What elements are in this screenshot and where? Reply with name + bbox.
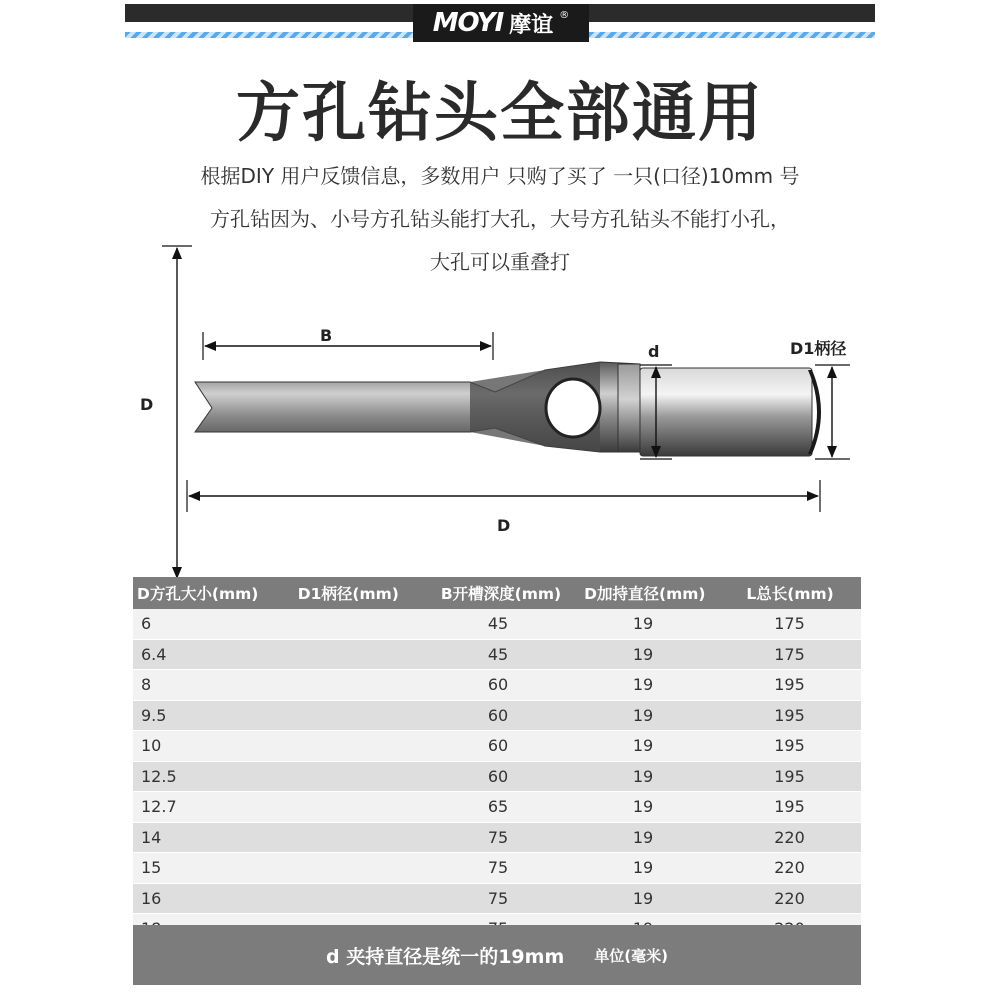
table-row — [133, 670, 861, 701]
bit-collar — [618, 364, 640, 452]
cell-total-length: 175 — [774, 644, 805, 664]
header-slot-depth: B开槽深度(mm) — [440, 585, 562, 603]
table-header — [133, 577, 861, 609]
brand-logo — [413, 4, 589, 42]
vertical-dimension — [140, 246, 192, 580]
footer-unit: 单位(毫米) — [594, 946, 668, 965]
page-title: 方孔钻头全部通用 — [236, 77, 764, 151]
cell-slot-depth: 65 — [487, 797, 509, 817]
cell-slot-depth: 60 — [487, 705, 509, 725]
table-row — [133, 823, 861, 854]
header-shank-diameter: D1柄径(mm) — [297, 585, 399, 603]
cell-slot-depth: 75 — [487, 888, 509, 908]
cell-total-length: 220 — [774, 827, 805, 847]
cell-square-size: 12.5 — [141, 766, 177, 786]
cell-square-size: 6 — [141, 614, 152, 634]
cell-clamp-diameter: 19 — [632, 888, 654, 908]
cell-slot-depth: 60 — [487, 736, 509, 756]
cell-square-size: 6.4 — [141, 644, 167, 664]
cell-slot-depth: 45 — [487, 614, 509, 634]
cell-clamp-diameter: 19 — [632, 797, 654, 817]
label-total-d: D — [497, 516, 511, 535]
description-line-2: 方孔钻因为、小号方孔钻头能打大孔，大号方孔钻头不能打小孔， — [210, 207, 790, 231]
cell-clamp-diameter: 19 — [632, 827, 654, 847]
table-row — [133, 762, 861, 793]
b-dimension — [203, 326, 493, 360]
logo-chinese: 摩谊 — [509, 12, 554, 38]
cell-total-length: 175 — [774, 614, 805, 634]
cell-clamp-diameter: 19 — [632, 675, 654, 695]
label-d-small: d — [648, 342, 660, 361]
table-row — [133, 640, 861, 671]
cell-square-size: 10 — [141, 736, 162, 756]
cell-clamp-diameter: 19 — [632, 614, 654, 634]
description-line-3: 大孔可以重叠打 — [430, 250, 570, 274]
cell-total-length: 195 — [774, 675, 805, 695]
label-b: B — [320, 326, 333, 345]
cell-total-length: 195 — [774, 736, 805, 756]
table-row — [133, 701, 861, 732]
cell-clamp-diameter: 19 — [632, 644, 654, 664]
cell-square-size: 8 — [141, 675, 152, 695]
table-row — [133, 792, 861, 823]
cell-clamp-diameter: 19 — [632, 705, 654, 725]
cell-total-length: 220 — [774, 858, 805, 878]
cell-clamp-diameter: 19 — [632, 766, 654, 786]
table-footer — [133, 925, 861, 985]
total-length-dimension — [187, 480, 820, 535]
cell-slot-depth: 75 — [487, 827, 509, 847]
cell-square-size: 15 — [141, 858, 162, 878]
table-body — [133, 609, 861, 945]
cell-slot-depth: 60 — [487, 766, 509, 786]
bit-diagram — [0, 235, 1000, 585]
bit-shank — [640, 368, 812, 456]
header-clamp-diameter: D加持直径(mm) — [584, 585, 706, 603]
cell-total-length: 195 — [774, 797, 805, 817]
table-row — [133, 731, 861, 762]
cell-total-length: 195 — [774, 766, 805, 786]
cell-square-size: 14 — [141, 827, 162, 847]
header-band — [125, 4, 875, 42]
table-row — [133, 609, 861, 640]
header-total-length: L总长(mm) — [746, 585, 834, 603]
cell-square-size: 9.5 — [141, 705, 167, 725]
cell-slot-depth: 60 — [487, 675, 509, 695]
cell-clamp-diameter: 19 — [632, 858, 654, 878]
label-vertical-d: D — [140, 395, 154, 414]
header-square-size: D方孔大小(mm) — [137, 585, 259, 603]
cell-total-length: 195 — [774, 705, 805, 725]
cell-total-length: 220 — [774, 888, 805, 908]
spec-table — [133, 577, 861, 945]
logo-registered-mark: ® — [559, 10, 570, 21]
footer-note: d 夹持直径是统一的19mm — [326, 945, 565, 968]
cell-clamp-diameter: 19 — [632, 736, 654, 756]
cell-square-size: 12.7 — [141, 797, 177, 817]
table-row — [133, 884, 861, 915]
label-d1: D1柄径 — [790, 339, 847, 358]
cell-square-size: 16 — [141, 888, 162, 908]
table-row — [133, 853, 861, 884]
chip-hole — [546, 379, 600, 437]
description-line-1: 根据DIY 用户反馈信息，多数用户 只购了买了 一只(口径)10mm 号 — [200, 164, 800, 188]
cell-slot-depth: 75 — [487, 858, 509, 878]
logo-mark: MOYI — [432, 8, 504, 38]
cell-slot-depth: 45 — [487, 644, 509, 664]
